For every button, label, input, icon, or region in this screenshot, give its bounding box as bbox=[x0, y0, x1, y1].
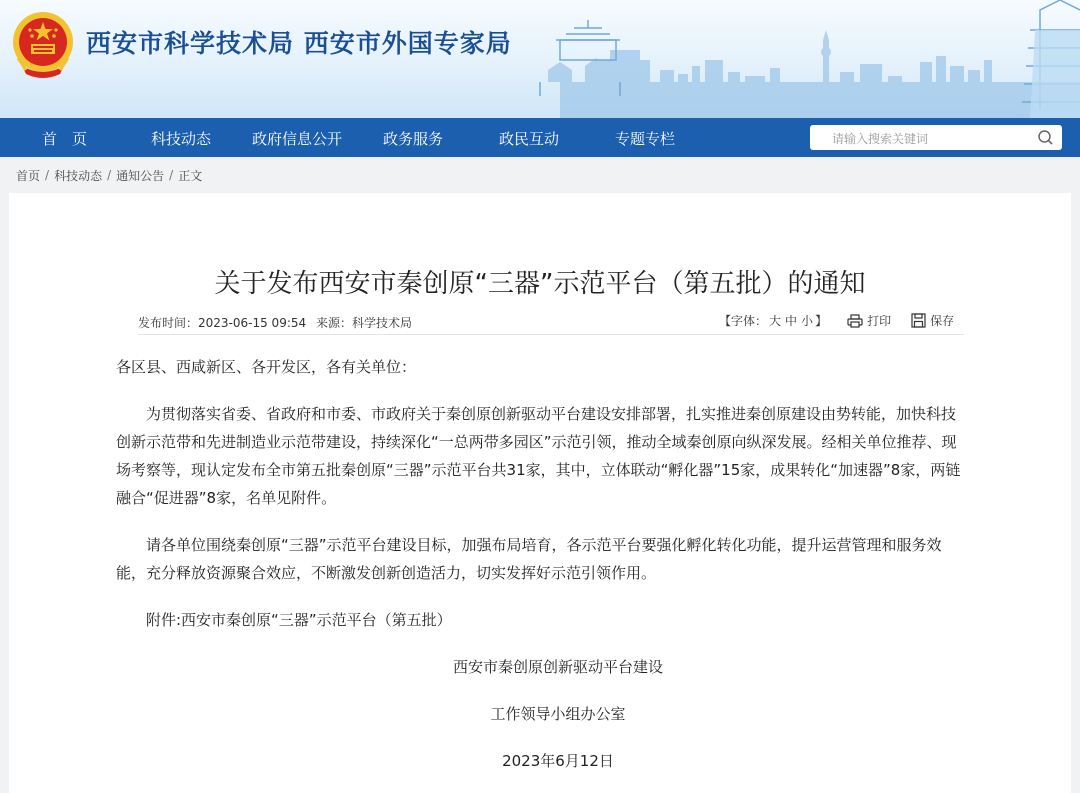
breadcrumb-separator: / bbox=[169, 168, 174, 182]
font-size-label-close: 】 bbox=[815, 314, 828, 328]
site-title: 西安市科学技术局 西安市外国专家局 bbox=[86, 29, 512, 58]
search-box bbox=[810, 125, 1062, 150]
salutation: 各区县、西咸新区、各开发区，各有关单位： bbox=[116, 358, 417, 376]
nav-home[interactable]: 首 页 bbox=[42, 130, 88, 148]
article-title: 关于发布西安市秦创原“三器”示范平台（第五批）的通知 bbox=[214, 269, 866, 300]
print-label: 打印 bbox=[867, 314, 892, 328]
font-size-large[interactable]: 大 bbox=[769, 314, 782, 328]
breadcrumb-separator: / bbox=[107, 168, 112, 182]
article-meta bbox=[138, 314, 418, 331]
article-tools bbox=[719, 312, 954, 329]
font-size-medium[interactable]: 中 bbox=[785, 314, 798, 328]
save-icon bbox=[911, 313, 926, 328]
article-body bbox=[116, 353, 964, 775]
publish-time: 发布时间：2023-06-15 09:54 bbox=[138, 316, 307, 330]
nav-public-interaction[interactable]: 政民互动 bbox=[499, 130, 560, 148]
attachment-note: 附件:西安市秦创原“三器”示范平台（第五批） bbox=[146, 611, 452, 629]
printer-icon bbox=[847, 314, 863, 328]
breadcrumb-separator: / bbox=[45, 168, 50, 182]
article-panel bbox=[9, 193, 1071, 793]
font-size-small[interactable]: 小 bbox=[801, 314, 814, 328]
save-label: 保存 bbox=[930, 314, 955, 328]
site-header bbox=[0, 0, 1080, 118]
nav-special-topics[interactable]: 专题专栏 bbox=[615, 130, 676, 148]
body-paragraph: 请各单位围绕秦创原“三器”示范平台建设目标，加强布局培育，各示范平台要强化孵化转化功能，提升运营管理和服务效能，充分释放资源聚合效应，不断激发创新创造活力，切实发挥好示范引领作用。 bbox=[116, 536, 942, 582]
breadcrumb bbox=[0, 157, 1080, 193]
main-navbar bbox=[0, 118, 1080, 157]
signature-line: 工作领导小组办公室 bbox=[490, 705, 626, 723]
nav-tech-news[interactable]: 科技动态 bbox=[151, 130, 212, 148]
save-button[interactable] bbox=[911, 312, 954, 329]
body-paragraph: 为贯彻落实省委、省政府和市委、市政府关于秦创原创新驱动平台建设安排部署，扎实推进秦创原建设由势转能，加快科技创新示范带和先进制造业示范带建设，持续深化“一总两带多园区”示范引领，推动全域秦创原向纵深发展。经相关单位推荐、现场考察等，现认定发布全市第五批秦创原“三器”示范平台共31家，其中，立体联动“孵化器”15家，成果转化“加速器”8家，两链融合“促进器”8家，名单见附件。 bbox=[116, 405, 961, 507]
national-emblem-logo bbox=[8, 8, 78, 80]
nav-gov-info-disclosure[interactable]: 政府信息公开 bbox=[252, 130, 343, 148]
breadcrumb-home[interactable]: 首页 bbox=[16, 168, 41, 183]
nav-gov-services[interactable]: 政务服务 bbox=[383, 130, 444, 148]
font-size-label: 【字体： bbox=[719, 314, 768, 328]
print-button[interactable] bbox=[847, 312, 891, 329]
search-icon[interactable] bbox=[1037, 129, 1054, 146]
signature-line: 西安市秦创原创新驱动平台建设 bbox=[452, 658, 663, 676]
signature-date: 2023年6月12日 bbox=[502, 752, 614, 770]
meta-divider bbox=[138, 334, 964, 335]
breadcrumb-current: 正文 bbox=[178, 168, 203, 183]
breadcrumb-tech-news[interactable]: 科技动态 bbox=[54, 168, 103, 183]
article-source: 来源：科学技术局 bbox=[315, 316, 412, 330]
breadcrumb-notices[interactable]: 通知公告 bbox=[116, 168, 165, 183]
search-input[interactable] bbox=[810, 125, 1044, 152]
